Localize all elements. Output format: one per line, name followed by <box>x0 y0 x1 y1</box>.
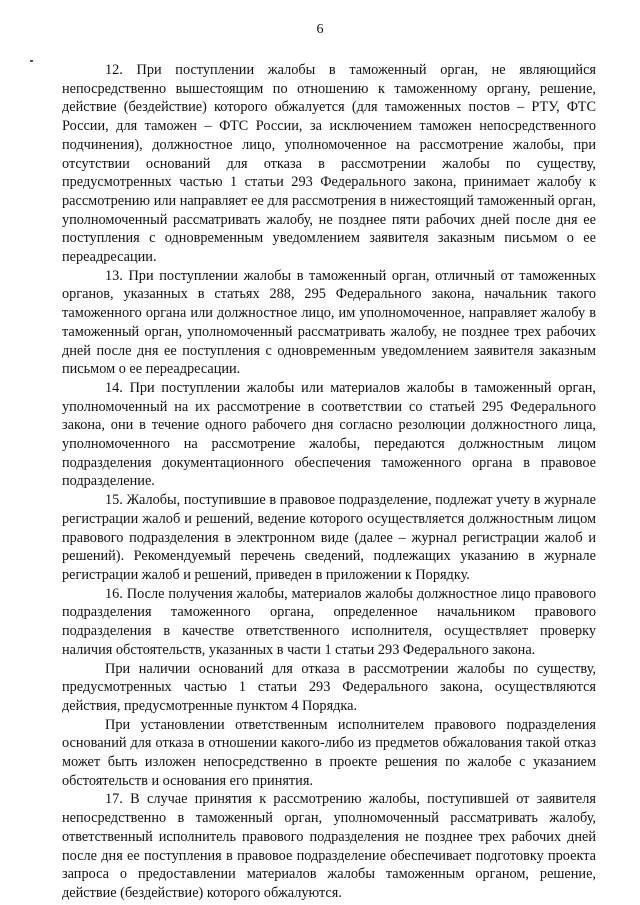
paragraph-15: 15. Жалобы, поступившие в правовое подразделение, подлежат учету в журнале регистрации жалоб и решений, ведение которого осуществляется должностным лицом правового подразделения в электронном виде (далее – журнал регистрации жалоб и решений). Рекомендуемый перечень сведений, подлежащих указанию в журнале регистрации жалоб и решений, приведен в приложении к Порядку. <box>62 492 596 583</box>
paragraph-16-partial-refusal: При установлении ответственным исполнителем правового подразделения оснований для отказа в отношении какого-либо из предметов обжалования такой отказ может быть изложен непосредственно в проекте решения по жалобе с указанием обстоятельств и основания его принятия. <box>62 716 596 789</box>
paragraph-16-refusal-grounds: При наличии оснований для отказа в рассмотрении жалобы по существу, предусмотренных частью 1 статьи 293 Федерального закона, осуществляются действия, предусмотренные пунктом 4 Порядка. <box>62 660 596 714</box>
paragraph-12: 12. При поступлении жалобы в таможенный орган, не являющийся непосредственно вышестоящим по отношению к таможенному органу, решение, действие (бездействие) которого обжалуется (для таможенных постов – РТУ, ФТС России, для таможен – ФТС России, за исключением таможен непосредственного подчинения), должностное лицо, уполномоченное на рассмотрение жалобы, при отсутствии оснований для отказа в рассмотрении жалобы по существу, предусмотренных частью 1 статьи 293 Федерального закона, принимает жалобу к рассмотрению или направляет ее для рассмотрения в нижестоящий таможенный орган, уполномоченный рассматривать жалобу, не позднее пяти рабочих дней после дня ее поступления с одновременным уведомлением заявителя заказным письмом о ее переадресации. <box>62 62 596 266</box>
paragraph-13: 13. При поступлении жалобы в таможенный орган, отличный от таможенных органов, указанных в статьях 288, 295 Федерального закона, начальник такого таможенного органа или должностное лицо, им уполномоченное, направляет жалобу в таможенный орган, уполномоченный рассматривать жалобу, не позднее трех рабочих дней после дня ее поступления с одновременным уведомлением заявителя заказным письмом о ее переадресации. <box>62 267 596 378</box>
page-number: 6 <box>316 22 324 37</box>
document-body <box>62 61 596 903</box>
paragraph-16: 16. После получения жалобы, материалов жалобы должностное лицо правового подразделения таможенного органа, определенное начальником правового подразделения в качестве ответственного исполнителя, осуществляет проверку наличия обстоятельств, указанных в части 1 статьи 293 Федерального закона. <box>62 585 596 658</box>
paragraph-17: 17. В случае принятия к рассмотрению жалобы, поступившей от заявителя непосредственно в таможенный орган, уполномоченный рассматривать жалобу, ответственный исполнитель правового подразделения не позднее трех рабочих дней после дня ее поступления в правовое подразделение обеспечивает подготовку проекта запроса о предоставлении материалов жалобы таможенным органом, решение, действие (бездействие) которого обжалуются. <box>62 791 596 901</box>
scan-artifact-dot <box>30 60 33 62</box>
paragraph-14: 14. При поступлении жалобы или материалов жалобы в таможенный орган, уполномоченный на их рассмотрение в соответствии со статьей 295 Федерального закона, они в течение одного рабочего дня согласно резолюции должностного лица, уполномоченного на рассмотрение жалобы, передаются должностным лицом подразделения документационного обеспечения таможенного органа в правовое подразделение. <box>62 379 596 490</box>
